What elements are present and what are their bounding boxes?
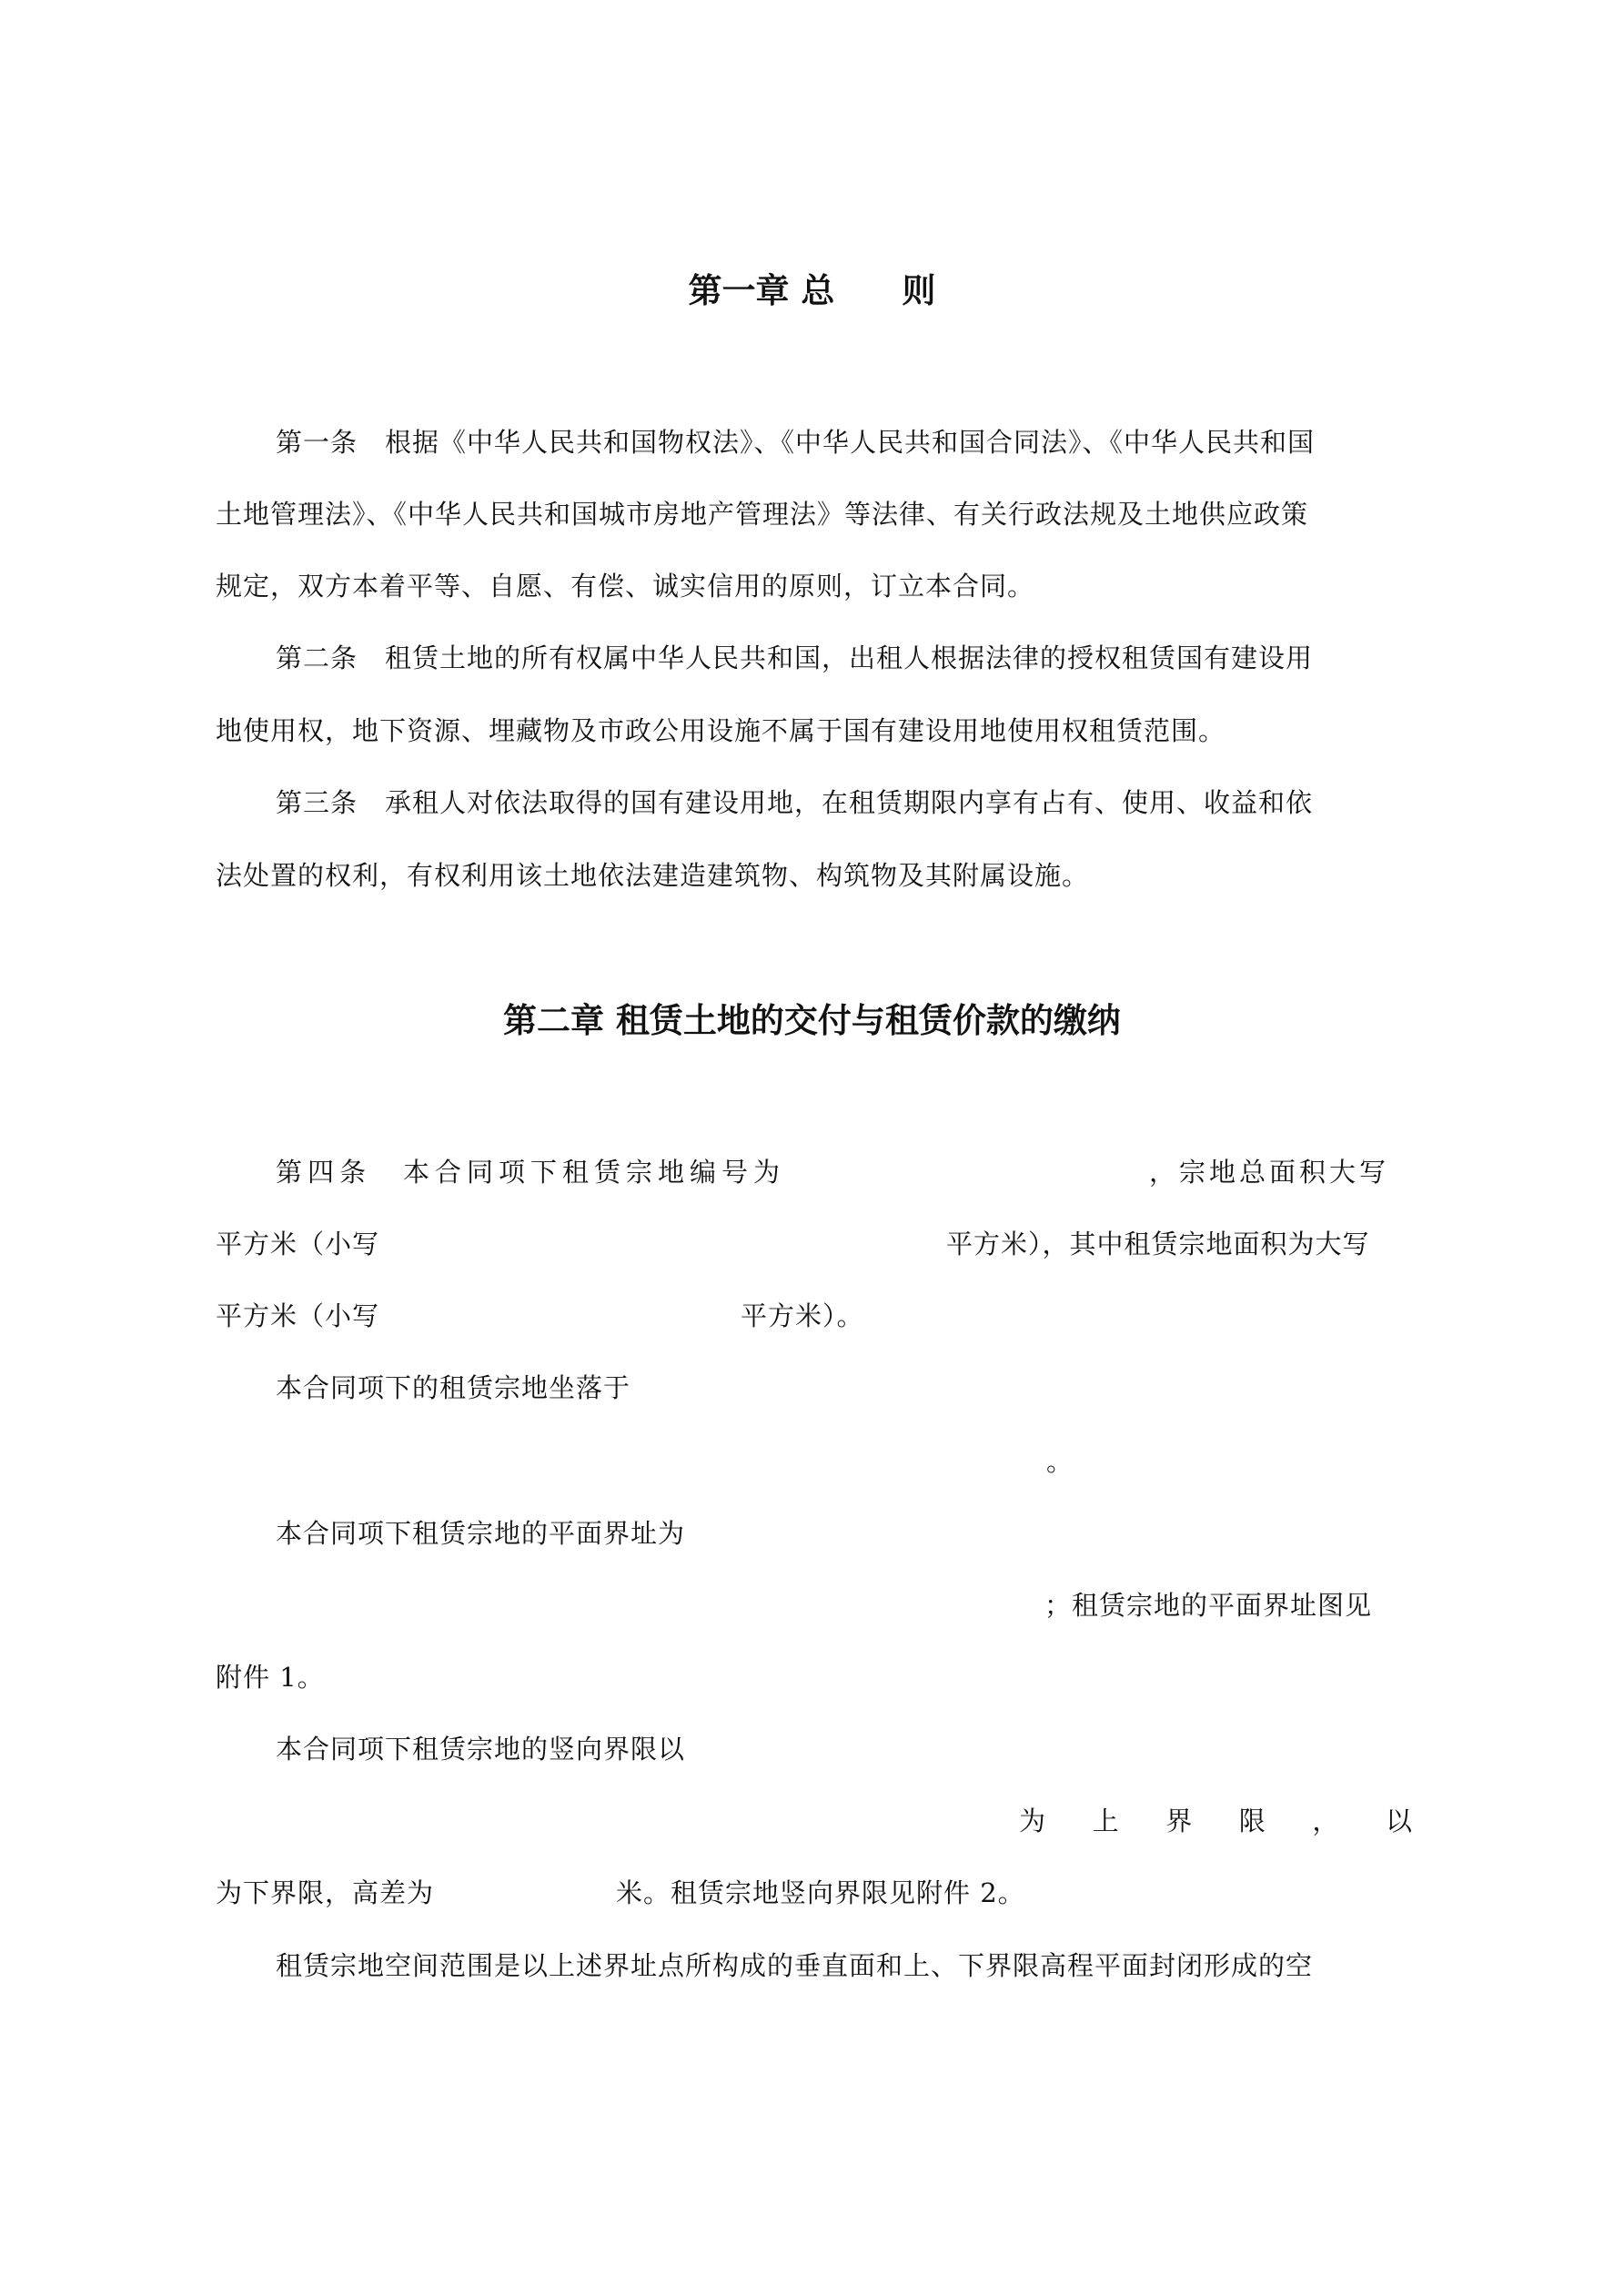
- chapter-1-title: 第一章 总 则: [688, 271, 936, 310]
- article-1-line-2: 土地管理法》、《中华人民共和国城市房地产管理法》等法律、有关行政法规及土地供应政策: [216, 499, 1309, 530]
- boundary-line-3: 附件 1。: [216, 1662, 325, 1693]
- article-4-line-3-start: 平方米（小写: [216, 1300, 380, 1331]
- space-range-line-1: 租赁宗地空间范围是以上述界址点所构成的垂直面和上、下界限高程平面封闭形成的空: [276, 1950, 1314, 1981]
- boundary-line-2: ；租赁宗地的平面界址图见: [1044, 1590, 1373, 1621]
- vertical-word-5: ，: [1312, 1805, 1339, 1836]
- vertical-word-6: 以: [1385, 1805, 1412, 1836]
- vertical-word-4: 限: [1238, 1805, 1266, 1836]
- article-3-line-1: 第三条 承租人对依法取得的国有建设用地，在租赁期限内享有占有、使用、收益和依: [276, 787, 1314, 818]
- vertical-line-1: 本合同项下租赁宗地的竖向界限以: [276, 1734, 686, 1765]
- article-1-line-1: 第一条 根据《中华人民共和国物权法》、《中华人民共和国合同法》、《中华人民共和国: [276, 427, 1316, 458]
- location-line-2: 。: [1046, 1446, 1074, 1477]
- article-1-line-3: 规定，双方本着平等、自愿、有偿、诚实信用的原则，订立本合同。: [216, 571, 1035, 602]
- vertical-line-3-start: 为下界限，高差为: [216, 1877, 435, 1908]
- article-3-line-2: 法处置的权利，有权利用该土地依法建造建筑物、构筑物及其附属设施。: [216, 860, 1090, 891]
- location-line-1: 本合同项下的租赁宗地坐落于: [276, 1372, 631, 1403]
- article-2-line-1: 第二条 租赁土地的所有权属中华人民共和国，出租人根据法律的授权租赁国有建设用: [276, 642, 1314, 673]
- vertical-word-1: 为: [1019, 1805, 1046, 1836]
- vertical-word-2: 上: [1092, 1805, 1119, 1836]
- article-4-line-2-start: 平方米（小写: [216, 1229, 380, 1259]
- vertical-line-2: [1019, 1803, 1412, 1839]
- article-4-line-1-end: ，宗地总面积大写: [1149, 1157, 1390, 1188]
- article-4-line-2-end: 平方米），其中租赁宗地面积为大写: [946, 1229, 1370, 1259]
- article-2-line-2: 地使用权，地下资源、埋藏物及市政公用设施不属于国有建设用地使用权租赁范围。: [216, 715, 1226, 746]
- chapter-2-title: 第二章 租赁土地的交付与租赁价款的缴纳: [503, 1001, 1121, 1040]
- article-4-line-3-end: 平方米）。: [741, 1300, 864, 1331]
- boundary-line-1: 本合同项下租赁宗地的平面界址为: [276, 1518, 686, 1549]
- vertical-word-3: 界: [1165, 1805, 1193, 1836]
- vertical-line-3-end: 米。租赁宗地竖向界限见附件 2。: [616, 1877, 1025, 1908]
- article-4-line-1-start: 第四条 本合同项下租赁宗地编号为: [276, 1157, 786, 1188]
